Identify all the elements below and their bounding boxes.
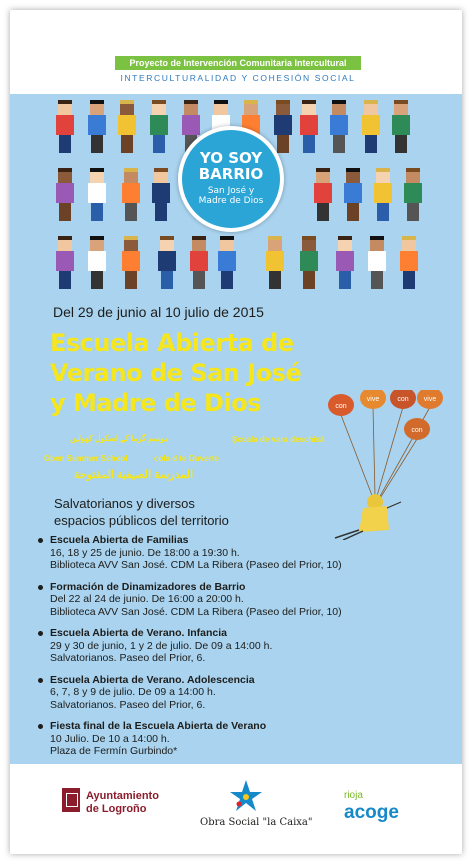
balloon-label: con — [335, 403, 347, 410]
activity-title: Escuela Abierta de Verano. Adolescencia — [50, 673, 255, 686]
pixel-person — [390, 100, 412, 156]
activity-detail: Salvatorianos. Paseo del Prior, 6. — [50, 698, 206, 711]
title-line: y Madre de Dios — [50, 389, 261, 417]
pixel-person — [54, 100, 76, 156]
wolof-text: cola d te Ouverte — [154, 454, 219, 463]
pixel-person — [54, 236, 76, 292]
balloon-label: vive — [423, 396, 437, 403]
activity-item — [34, 674, 424, 712]
pixel-person — [120, 168, 142, 224]
badge-line-4: Madre de Dios — [198, 196, 264, 206]
ayuntamiento-logo-text: Ayuntamiento — [86, 790, 159, 802]
activity-detail: Biblioteca AVV San José. CDM La Ribera (Paseo del Prior, 10) — [50, 559, 342, 571]
pixel-person — [150, 168, 172, 224]
pixel-person — [334, 236, 356, 292]
bullet-icon — [38, 678, 43, 683]
pixel-person — [402, 168, 424, 224]
pixel-person — [116, 100, 138, 156]
title-line: Escuela Abierta de — [50, 329, 294, 357]
poster — [10, 10, 462, 854]
pixel-person — [366, 236, 388, 292]
pixel-person — [342, 168, 364, 224]
pixel-person — [86, 168, 108, 224]
balloon-label: vive — [366, 396, 380, 403]
badge-line-1: YO SOY — [199, 149, 263, 167]
activity-item — [34, 720, 424, 758]
balloon-label: con — [411, 427, 423, 434]
event-dates: Del 29 de junio al 10 julio de 2015 — [53, 304, 264, 320]
project-tagline: INTERCULTURALIDAD Y COHESIÓN SOCIAL — [120, 73, 356, 83]
la-caixa-logo-text: Obra Social "la Caixa" — [200, 817, 313, 828]
la-caixa-star-icon — [226, 778, 266, 814]
activity-title: Escuela Abierta de Verano. Infancia — [50, 627, 228, 639]
activity-item — [34, 581, 424, 619]
urdu-text: موسم گرما کے اسکول کھولیں — [70, 434, 169, 443]
activity-detail: 29 y 30 de junio, 1 y 2 de julio. De 09 a 14:00 h. — [50, 639, 273, 652]
sponsor-footer — [10, 764, 462, 854]
pixel-person — [86, 236, 108, 292]
venue-subtitle-line: espacios públicos del territorio — [54, 513, 229, 528]
poster-header — [10, 10, 462, 94]
activity-detail: Salvatorianos. Paseo del Prior, 6. — [50, 652, 206, 664]
pixel-person — [298, 236, 320, 292]
pixel-person — [312, 168, 334, 224]
pixel-person — [54, 168, 76, 224]
venue-subtitle-line: Salvatorianos y diversos — [54, 496, 195, 511]
activity-item — [34, 534, 424, 572]
badge-line-3: San José y — [207, 186, 255, 196]
pixel-person — [156, 236, 178, 292]
pixel-person — [86, 100, 108, 156]
activity-item — [34, 627, 424, 665]
bullet-icon — [38, 631, 43, 636]
activity-title: Formación de Dinamizadores de Barrio — [50, 580, 246, 593]
city-shield-icon — [62, 788, 80, 812]
pixel-person — [360, 100, 382, 156]
balloon-girl-illustration — [315, 390, 462, 540]
activity-title: Escuela Abierta de Familias — [50, 534, 189, 546]
badge-line-2: BARRIO — [198, 165, 264, 183]
activity-detail: Del 22 al 24 de junio. De 16:00 a 20:00 h. — [50, 593, 244, 605]
activity-detail: Plaza de Fermín Gurbindo* — [50, 745, 178, 757]
pixel-person — [298, 100, 320, 156]
bullet-icon — [38, 585, 43, 590]
bullet-icon — [38, 538, 43, 543]
pixel-person — [398, 236, 420, 292]
pixel-person — [328, 100, 350, 156]
event-title — [50, 328, 340, 418]
activity-detail: Biblioteca AVV San José. CDM La Ribera (Paseo del Prior, 10) — [50, 605, 342, 618]
activity-detail: 16, 18 y 25 de junio. De 18:00 a 19:30 h. — [50, 546, 240, 559]
pixel-person — [272, 100, 294, 156]
arabic-text: المدرسة الصيفية المفتوحة — [74, 469, 194, 481]
activity-list — [34, 534, 424, 767]
pixel-person — [372, 168, 394, 224]
ayuntamiento-logo-text: de Logroño — [86, 803, 147, 815]
pixel-person — [188, 236, 210, 292]
english-text: Open Summer School — [44, 454, 128, 463]
pixel-person — [216, 236, 238, 292]
title-line: Verano de San José — [50, 359, 302, 387]
pixel-person — [148, 100, 170, 156]
activity-detail: 10 Julio. De 10 a 14:00 h. — [50, 732, 170, 745]
rioja-acoge-logo-text: rioja — [344, 790, 363, 801]
activity-detail: 6, 7, 8 y 9 de julio. De 09 a 14:00 h. — [50, 686, 216, 698]
romanian-text: Şcoala de vara deschisă — [232, 435, 325, 444]
yo-soy-barrio-badge — [178, 126, 284, 232]
pixel-person — [120, 236, 142, 292]
rioja-acoge-logo-text: acoge — [344, 802, 399, 823]
activity-title: Fiesta final de la Escuela Abierta de Verano — [50, 720, 267, 732]
balloon-label: con — [397, 396, 409, 403]
bullet-icon — [38, 724, 43, 729]
project-banner: Proyecto de Intervención Comunitaria Intercultural — [115, 56, 361, 70]
pixel-person — [264, 236, 286, 292]
